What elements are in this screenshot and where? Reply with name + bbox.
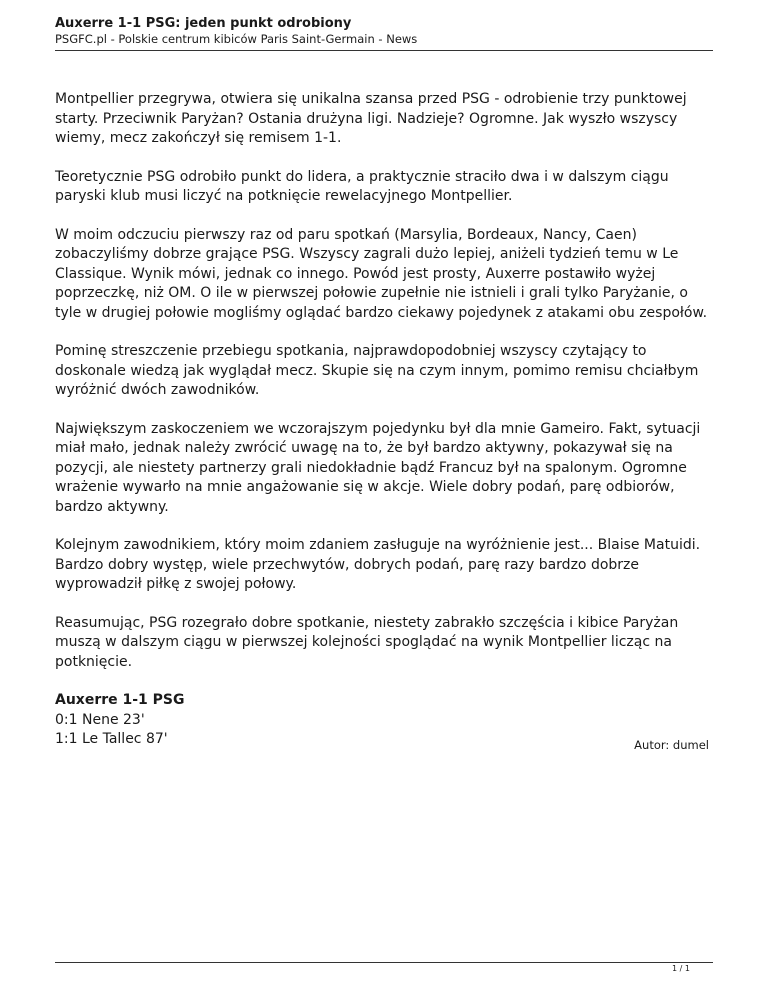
paragraph-7: Reasumując, PSG rozegrało dobre spotkanie, niestety zabrakło szczęścia i kibice Paryżan muszą w dalszym ciągu w pierwszej kolejności spoglądać na wynik Montpellier licząc na potknięcie. <box>55 614 679 670</box>
author-credit: Autor: dumel <box>634 738 709 752</box>
goal-line: 0:1 Nene 23' <box>55 711 145 728</box>
paragraph-4: Pominę streszczenie przebiegu spotkania, najprawdopodobniej wszyscy czytający to doskonale wiedzą jak wyglądał mecz. Skupie się na czym innym, pomimo remisu chciałbym wyróżnić dwóch zawodników. <box>55 343 699 398</box>
footer-divider <box>55 962 713 963</box>
paragraph-6: Kolejnym zawodnikiem, który moim zdaniem zasługuje na wyróżnienie jest... Blaise Matuidi. Bardzo dobry występ, wiele przechwytów, dobrych podań, parę razy bardzo dobrze wyprowadził piłkę z swojej połowy. <box>55 537 701 592</box>
paragraph-2: Teoretycznie PSG odrobiło punkt do lidera, a praktycznie straciło dwa i w dalszym ciągu paryski klub musi liczyć na potknięcie rewelacyjnego Montpellier. <box>55 168 669 204</box>
header-divider <box>55 50 713 51</box>
paragraph-3: W moim odczuciu pierwszy raz od paru spotkań (Marsylia, Bordeaux, Nancy, Caen) zobaczyliśmy dobrze grające PSG. Wszyscy zagrali dużo lepiej, aniżeli tydzień temu w Le Classique. Wynik mówi, jednak co innego. Powód jest prosty, Auxerre postawiło wyżej poprzeczkę, niż OM. O ile w pierwszej połowie zupełnie nie istnieli i grali tylko Paryżanie, o tyle w drugiej połowie mogliśmy oglądać bardzo ciekawy pojedynek z atakami obu zespołów. <box>55 226 708 321</box>
article-title: Auxerre 1-1 PSG: jeden punkt odrobiony <box>55 16 352 31</box>
page-number: 1 / 1 <box>672 964 690 973</box>
match-result <box>55 691 715 750</box>
paragraph-5: Największym zaskoczeniem we wczorajszym pojedynku był dla mnie Gameiro. Fakt, sytuacji miał mało, jednak należy zwrócić uwagę na to, że był bardzo aktywny, pokazywał się na pozycji, ale niestety partnerzy grali niedokładnie bądź Francuz był na spalonym. Ogromne wrażenie wywarło na mnie angażowanie się w akcje. Wiele dobry podań, parę odbiorów, bardzo aktywny. <box>55 420 701 515</box>
paragraph-1: Montpellier przegrywa, otwiera się unikalna szansa przed PSG - odrobienie trzy punktowej starty. Przeciwnik Paryżan? Ostania drużyna ligi. Nadzieje? Ogromne. Jak wyszło wszyscy wiemy, mecz zakończył się remisem 1-1. <box>55 91 687 146</box>
site-subtitle: PSGFC.pl - Polskie centrum kibiców Paris Saint-Germain - News <box>55 32 418 46</box>
match-score: Auxerre 1-1 PSG <box>55 692 185 708</box>
article-body <box>55 90 715 750</box>
goal-line: 1:1 Le Tallec 87' <box>55 731 168 747</box>
page-header <box>55 15 713 47</box>
